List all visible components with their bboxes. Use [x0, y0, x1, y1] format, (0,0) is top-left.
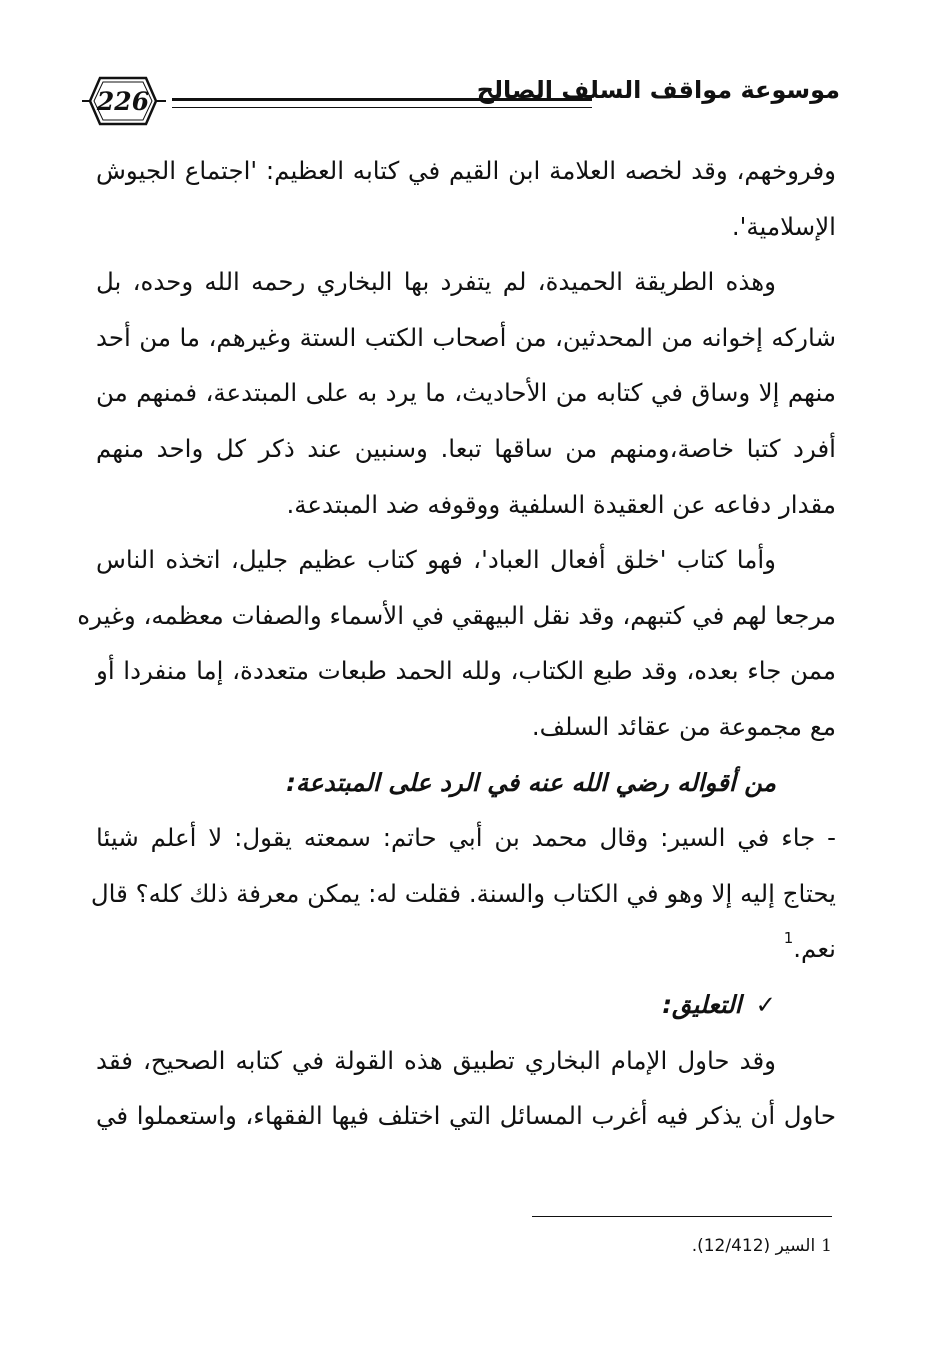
text-line: وفروخهم، وقد لخصه العلامة ابن القيم في كتابه العظيم: 'اجتماع الجيوش [96, 156, 836, 185]
text-line: الإسلامية'. [731, 211, 836, 241]
text-line: وأما كتاب 'خلق أفعال العباد'، فهو كتاب عظيم جليل، اتخذه الناس [96, 545, 776, 575]
checkmark-icon: ✓ [755, 989, 776, 1019]
footnote-separator [532, 1216, 832, 1217]
quote-line-with-footnote [96, 921, 836, 977]
footnote-marker: 1 [821, 1236, 832, 1256]
text-line: حاول أن يذكر فيه أغرب المسائل التي اختلف فيها الفقهاء، واستعملوا في [96, 1101, 836, 1131]
text-line: وقد حاول الإمام البخاري تطبيق هذه القولة في كتابه الصحيح، فقد [96, 1045, 776, 1075]
text-line: وهذه الطريقة الحميدة، لم يتفرد بها البخاري رحمه الله وحده، بل [96, 267, 776, 297]
footnote [692, 1236, 832, 1256]
quote-line: - جاء في السير: وقال محمد بن أبي حاتم: سمعته يقول: لا أعلم شيئا [96, 823, 836, 853]
page-header [80, 72, 840, 132]
text-line: مرجعا لهم في كتبهم، وقد نقل البيهقي في الأسماء والصفات معظمه، وغيره [77, 600, 836, 630]
text-line: شاركه إخوانه من المحدثين، من أصحاب الكتب الستة وغيرهم، ما من أحد [96, 322, 836, 352]
text-line: ممن جاء بعده، وقد طبع الكتاب، ولله الحمد طبعات متعددة، إما منفردا أو [96, 656, 836, 686]
quote-line: يحتاج إليه إلا وهو في الكتاب والسنة. فقلت له: يمكن معرفة ذلك كله؟ قال [90, 878, 836, 908]
text-line: مقدار دفاعه عن العقيدة السلفية ووقوفه ضد المبتدعة. [286, 489, 836, 519]
page-number-badge [80, 72, 166, 130]
book-title: موسوعة مواقف السلف الصالح [476, 76, 840, 104]
body-text [77, 143, 836, 1144]
quote-text: نعم. [793, 934, 836, 964]
text-line: مع مجموعة من عقائد السلف. [531, 711, 836, 741]
commentary-heading [96, 977, 836, 1033]
footnote-text: السير (12/412). [691, 1236, 816, 1256]
page-number: 226 [96, 86, 150, 116]
text-line: أفرد كتبا خاصة،ومنهم من ساقها تبعا. وسنبين عند ذكر كل واحد منهم [96, 433, 836, 463]
footnote-reference[interactable]: 1 [783, 929, 794, 948]
text-line: منهم إلا وساق في كتابه من الأحاديث، ما يرد به على المبتدعة، فمنهم من [96, 378, 836, 408]
commentary-heading-text: التعليق: [662, 989, 742, 1019]
section-heading: من أقواله رضي الله عنه في الرد على المبتدعة: [286, 767, 776, 797]
